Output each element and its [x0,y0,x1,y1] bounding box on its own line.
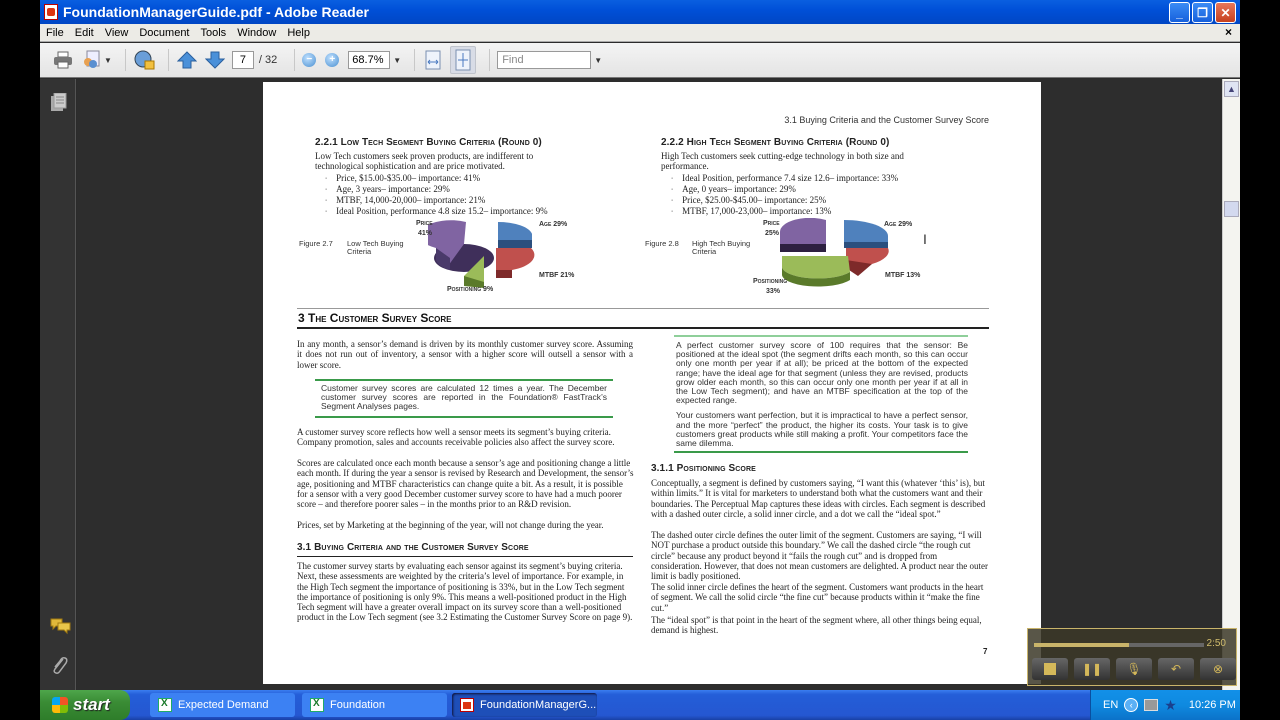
menu-window[interactable]: Window [237,26,277,39]
low-tech-bullets [315,173,615,217]
window-title: FoundationManagerGuide.pdf - Adobe Reader [63,4,369,20]
stop-icon [1044,663,1056,675]
task-label: FoundationManagerG... [480,699,597,711]
secure-globe-icon[interactable] [133,49,155,71]
previous-page-icon[interactable] [176,49,198,71]
menu-tools[interactable]: Tools [200,26,227,39]
taskbar-item-foundation[interactable] [302,693,447,717]
high-tech-bullets [661,173,981,217]
taskbar-item-foundation-manager-guide[interactable] [452,693,597,717]
high-tech-intro: High Tech customers seek cutting-edge technology in both size and performance. [661,151,904,172]
section-311-paragraph: The “ideal spot” is that point in the heart of the segment where, all other things being equal, demand is highest. [651,615,982,636]
language-indicator[interactable]: EN [1103,699,1119,711]
recording-time: 2:50 [1206,638,1226,649]
pie-label-age: Age 29% [884,221,913,228]
pie-label-age: Age 29% [539,221,568,228]
system-tray [1090,690,1240,720]
pause-recording-button[interactable] [1074,658,1110,680]
section-3-paragraph: Prices, set by Marketing at the beginning of the year, will not change during the year. [297,520,604,530]
figure-caption: High Tech Buying Criteria [692,239,751,256]
figure-caption: Low Tech Buying Criteria [347,239,404,256]
pie-label-positioning: Positioning 9% [447,286,494,293]
attachments-icon[interactable] [50,655,68,673]
collaborate-icon[interactable] [80,49,102,71]
section-31-paragraph: The customer survey starts by evaluating each sensor against its segment’s buying criteria. Next, these assessments are weighted by the criteria’s level of importance. For example, in the High Tech segment the importance of positioning is 33%, but in the Low Tech segment the importance of positioning is only 9%. This means a well-positioned product in the High Tech segment will have a greater overall impact on its survey score than a well-positioned product in the Low Tech segment (see 3.2 Estimating the Customer Survey Score on page 9). [297,561,633,623]
page-total: / 32 [258,54,278,66]
list-item: ▪ MTBF, 14,000-20,000– importance: 21% [315,195,615,206]
title-bar [40,0,1240,24]
scroll-thumb[interactable] [1224,201,1239,217]
list-item: ▪ Price, $15.00-$35.00– importance: 41% [315,173,615,184]
text-cursor-icon: I [923,231,927,247]
fit-page-icon[interactable] [450,46,476,74]
section-3-paragraph: Scores are calculated once each month because a sensor’s age and positioning change a little each month. If during the year a sensor is revised by Research and Development, the sensor’s age, positioning and MTBF characteristics can change quite a bit. As a result, it is possible for a sensor with a very good December customer survey score to have had a much poorer score – and therefore poorer sales – in the months prior to an R&D revision. [297,458,634,510]
close-document-button[interactable]: × [1224,25,1232,39]
menu-edit[interactable]: Edit [74,26,94,39]
section-311-paragraph: The dashed outer circle defines the outer limit of the segment. Customers are saying, “I will NOT purchase a product outside this boundary.” We call the dashed circle “the rough cut circle” because any product beyond it “fails the rough cut” and is dropped from consideration. However, that does not mean customers are delighted. A product near the outer limit is badly positioned. [651,530,989,582]
task-label: Expected Demand [178,699,269,711]
section-311-heading: 3.1.1 Positioning Score [651,463,756,474]
pause-icon: ❚❚ [1081,662,1103,676]
pdf-app-icon [44,4,58,20]
taskbar-item-expected-demand[interactable] [150,693,295,717]
menu-document[interactable]: Document [139,26,190,39]
pie-label-positioning-pct: 33% [766,288,781,295]
pie-label-positioning: Positioning [753,278,788,285]
microphone-button[interactable] [1116,658,1152,680]
pie-label-price-pct: 41% [418,230,433,237]
scroll-up-button[interactable]: ▲ [1224,81,1239,97]
figure-number: Figure 2.7 [299,239,333,248]
vertical-scrollbar[interactable] [1222,79,1240,690]
section-311-paragraph: The solid inner circle defines the heart of the segment. Customers want products in the heart of segment. We call the solid circle “the fine cut” because products within it “make the fine cut.” [651,582,984,613]
cancel-recording-button[interactable] [1200,658,1236,680]
stop-recording-button[interactable] [1032,658,1068,680]
pdf-icon [460,698,474,712]
clock[interactable]: 10:26 PM [1188,699,1236,711]
windows-logo-icon [52,697,68,713]
divider [297,327,989,329]
section-31-heading: 3.1 Buying Criteria and the Customer Survey Score [297,542,529,553]
recording-progress-bar [1034,643,1204,647]
section-311-paragraph: Conceptually, a segment is defined by customers saying, “I want this (whatever ‘this’ is), but within limits.” It is vital for marketers to understand both what the customers want and their boundaries. The Perceptual Map captures these ideas with circles. Each segment is described with a dashed outer circle, a solid inner circle, and a dot we call the “ideal spot.” [651,478,986,519]
pie-label-price: Price [416,220,433,227]
high-tech-pie-chart [778,218,898,290]
pie-label-mtbf: MTBF 13% [885,272,921,279]
star-icon[interactable]: ★ [1164,696,1177,713]
next-page-icon[interactable] [204,49,226,71]
section-3-heading: 3 The Customer Survey Score [298,311,452,325]
page-number: 7 [983,647,988,656]
callout-box [674,335,968,453]
fit-width-icon[interactable] [422,49,444,71]
zoom-in-button[interactable]: + [325,53,339,67]
callout-box [315,379,613,418]
pie-label-mtbf: MTBF 21% [539,272,575,279]
page-number-input[interactable]: 7 [232,51,254,69]
task-label: Foundation [330,699,386,711]
low-tech-heading: 2.2.1 Low Tech Segment Buying Criteria (Round 0) [315,137,542,148]
zoom-dropdown-icon[interactable]: ▼ [393,55,402,65]
figure-number: Figure 2.8 [645,239,679,248]
taskbar [40,690,1240,720]
pie-label-price: Price [763,220,780,227]
list-item: ▪ Price, $25.00-$45.00– importance: 25% [661,195,981,206]
callout-text: Customer survey scores are calculated 12 times a year. The December customer survey scores are reported in the Foundation® FastTrack’s Segment Analyses pages. [321,383,607,412]
collaborate-dropdown-icon[interactable]: ▼ [104,55,112,65]
section-3-paragraph: A customer survey score reflects how well a sensor meets its segment’s buying criteria. Company promotion, sales and accounts receivable policies also affect the survey score. [297,427,615,448]
print-icon[interactable] [52,49,74,71]
list-item: ▪ Age, 3 years– importance: 29% [315,184,615,195]
undo-button[interactable] [1158,658,1194,680]
minimize-button[interactable]: _ [1169,2,1190,23]
section-3-paragraph: In any month, a sensor’s demand is driven by its monthly customer survey score. Assuming it does not run out of inventory, a sensor with a higher score will outsell a sensor with a lower score. [297,339,633,370]
running-header: 3.1 Buying Criteria and the Customer Survey Score [784,115,989,125]
list-item: ▪ MTBF, 17,000-23,000– importance: 13% [661,206,981,217]
zoom-out-button[interactable]: − [302,53,316,67]
start-label: start [73,695,110,714]
show-hidden-icons-icon[interactable]: ‹ [1124,698,1138,712]
list-item: ▪ Age, 0 years– importance: 29% [661,184,981,195]
divider [297,556,633,557]
zoom-level-input[interactable]: 68.7% [348,51,390,69]
toolbar-separator [489,49,490,71]
comments-icon[interactable] [50,617,68,635]
callout-text: Your customers want perfection, but it is impractical to have a perfect sensor, and the more “perfect” the product, the higher its costs. Your task is to give customers great products while still making a profit. Your competitors face the same dilemma. [676,410,968,449]
toolbar-separator [414,49,415,71]
pdf-page [263,82,1041,684]
microphone-icon: 🎙 [1126,662,1142,676]
restore-button[interactable]: ❐ [1192,2,1213,23]
list-item: ▪ Ideal Position, performance 7.4 size 12.6– importance: 33% [661,173,981,184]
toolbar [40,43,1240,78]
menu-bar [40,24,1240,42]
toolbar-separator [294,49,295,71]
undo-icon: ↶ [1170,662,1182,676]
toolbar-separator [125,49,126,71]
excel-icon [310,698,324,712]
excel-icon [158,698,172,712]
high-tech-heading: 2.2.2 High Tech Segment Buying Criteria (Round 0) [661,137,890,148]
start-button[interactable] [40,690,130,720]
menu-view[interactable]: View [104,26,129,39]
network-icon[interactable] [1144,699,1158,711]
low-tech-intro: Low Tech customers seek proven products, are indifferent to technological sophistication and are price motivated. [315,151,534,172]
find-input[interactable]: Find [497,51,591,69]
menu-file[interactable]: File [46,26,64,39]
menu-help[interactable]: Help [287,26,310,39]
pages-icon[interactable] [50,93,68,111]
toolbar-separator [168,49,169,71]
list-item: ▪ Ideal Position, performance 4.8 size 15.2– importance: 9% [315,206,615,217]
find-dropdown-icon[interactable]: ▼ [594,55,603,65]
divider [297,308,989,309]
navigation-pane [40,79,76,690]
callout-text: A perfect customer survey score of 100 requires that the sensor: Be positioned at the ideal spot (the segment drifts each month, so this can occur only one month per year if at all); be priced at the bottom of the expected range; have the ideal age for that segment (unless they are revised, products grow older each month, so this can occur only one month per year if at all in the Low Tech segment); and have an MTBF specification at the top of the expected range. [676,340,968,406]
screen-recorder-widget [1027,628,1237,686]
close-button[interactable]: ✕ [1215,2,1236,23]
pie-label-price-pct: 25% [765,230,780,237]
cancel-icon: ⊗ [1212,662,1224,676]
